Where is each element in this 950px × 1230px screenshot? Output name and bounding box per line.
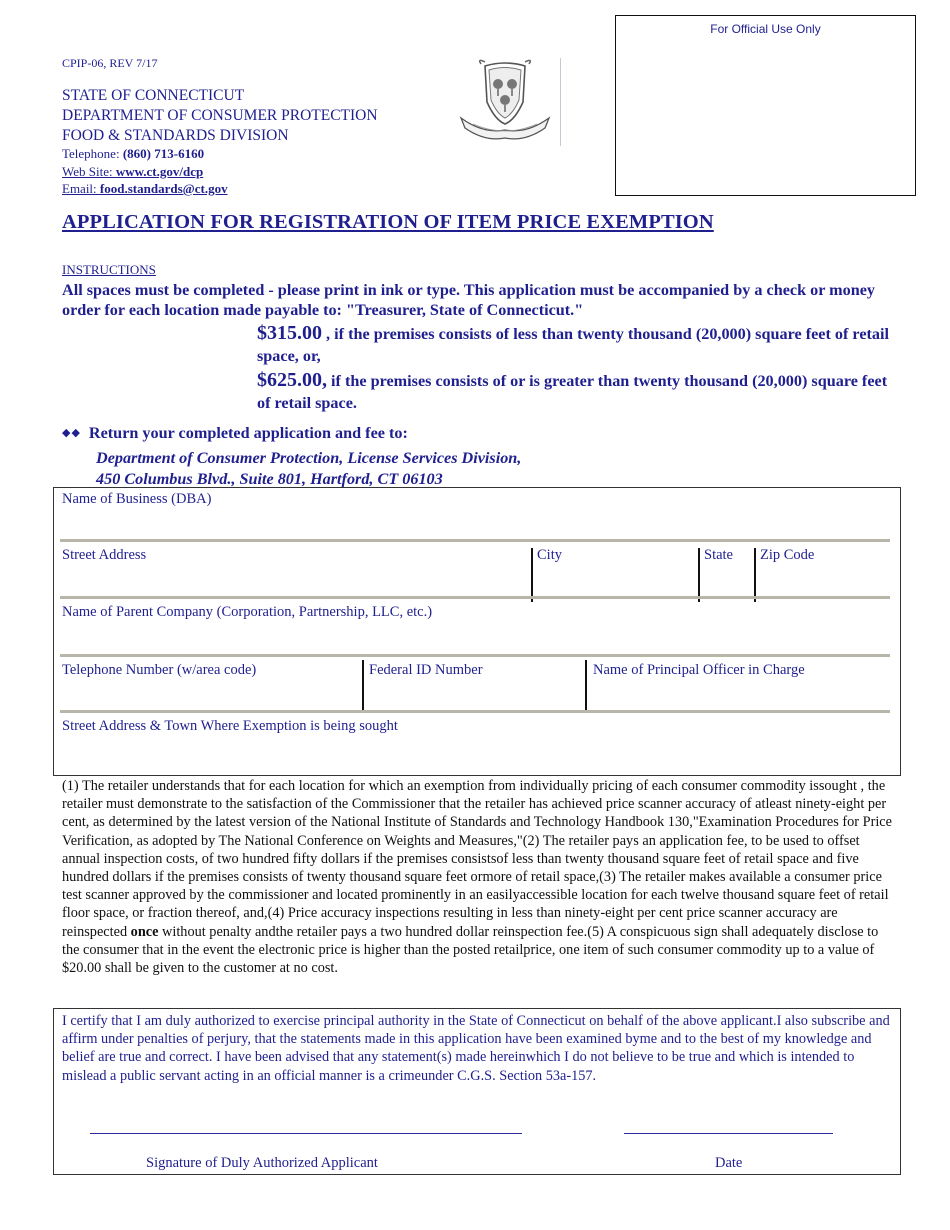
fee-small-amount: $315.00 [257,322,322,344]
form-column-divider [754,548,756,602]
conditions-paragraph [62,777,892,977]
form-divider [60,710,890,713]
conditions-part1: (1) The retailer understands that for each location for which an exemption from individually pricing of each consumer commodity issought , the retailer must demonstrate to the satisfaction of the Commissioner that the retailer has achieved price scanner accuracy of atleast ninety-eight per cent, as determined by the latest version of the National Institute of Standards and Technology Handbook 130,"Examination Procedures for Price Verification, as adopted by The National Conference on Weights and Measures,"(2) The retailer pays an application fee, to be used to offset annual inspection costs, of two hundred fifty dollars if the premises consistsof less than twenty thousand square feet of retail space and five hundred dollars if the premises consists of twenty thousand square feet ormore of retail space,(3) The retailer makes available a consumer price test scanner approved by the commissioner and located prominently in an easilyaccessible location for each twelve thousand square feet of retail floor space, or fraction thereof, and,(4) Price accuracy inspections resulting in less than ninety-eight per cent price scanner accuracy are reinspected [62,778,893,940]
form-column-divider [362,660,364,710]
official-use-label: For Official Use Only [710,22,821,36]
website-line[interactable] [62,163,228,181]
state-field[interactable]: State [704,547,733,563]
agency-state: STATE OF CONNECTICUT [62,87,245,104]
parent-company-field[interactable]: Name of Parent Company (Corporation, Partnership, LLC, etc.) [62,604,433,620]
city-field[interactable]: City [537,547,562,563]
page-title: APPLICATION FOR REGISTRATION OF ITEM PRICE EXEMPTION [62,211,714,233]
email-label: Email: [62,181,100,196]
return-address-line1: Department of Consumer Protection, License Services Division, [96,449,522,467]
fee-large-text: if the premises consists of or is greater than twenty thousand (20,000) square feet of retail space. [257,372,888,412]
telephone-value: (860) 713-6160 [122,146,205,161]
official-use-box [615,15,916,196]
agency-department: DEPARTMENT OF CONSUMER PROTECTION [62,107,378,124]
fee-large-premises [257,369,897,414]
registration-form [53,487,901,776]
signature-line[interactable] [90,1133,522,1134]
telephone-line [62,145,228,163]
agency-block [62,86,378,146]
telephone-label: Telephone: [62,146,123,161]
form-code: CPIP-06, REV 7/17 [62,56,158,70]
date-line[interactable] [624,1133,833,1134]
instructions-text: All spaces must be completed - please print in ink or type. This application must be accompanied by a check or money order for each location made payable to: "Treasurer, State of Connecticut." [62,281,876,319]
return-address-line2: 450 Columbus Blvd., Suite 801, Hartford, CT 06103 [96,470,443,488]
form-column-divider [585,660,587,710]
fee-small-text: , if the premises consists of less than twenty thousand (20,000) square feet of retail space, or, [257,325,889,365]
conditions-part2: without penalty andthe retailer pays a two hundred dollar reinspection fee.(5) A conspicuous sign shall adequately disclose to the consumer that in the event the electronic price is higher than the posted retailprice, one item of such consumer commodity up to a value of $20.00 shall be given to the customer at no cost. [62,923,879,977]
seal-divider [560,58,561,146]
website-label: Web Site: [62,163,116,179]
diamond-bullet-icon: ◆◆ [62,427,81,439]
form-divider [60,596,890,599]
return-address [96,448,521,490]
federal-id-field[interactable]: Federal ID Number [369,662,483,678]
conditions-emphasis: once [130,923,159,940]
return-instruction [62,424,408,443]
form-divider [60,539,890,542]
certification-text: I certify that I am duly authorized to exercise principal authority in the State of Connecticut on behalf of the above applicant.I also subscribe and affirm under penalties of perjury, that the statements made in this application have been examined byme and to the best of my knowledge and belief are true and correct. I have been advised that any statement(s) made hereinwhich I do not believe to be true and which is intended to mislead a public servant acting in an official manner is a crimeunder C.G.S. Section 53a-157. [62,1013,890,1084]
email-link[interactable]: food.standards@ct.gov [99,181,228,196]
fee-small-premises [257,322,897,367]
contact-block [62,145,228,198]
form-divider [60,654,890,657]
website-link[interactable]: www.ct.gov/dcp [115,163,204,179]
fee-large-amount: $625.00, [257,369,327,391]
email-line[interactable] [62,180,228,198]
exemption-address-field[interactable]: Street Address & Town Where Exemption is being sought [62,718,398,734]
street-address-field[interactable]: Street Address [62,547,147,563]
principal-officer-field[interactable]: Name of Principal Officer in Charge [593,662,805,678]
form-column-divider [531,548,533,602]
agency-division: FOOD & STANDARDS DIVISION [62,127,289,144]
business-name-field[interactable]: Name of Business (DBA) [62,491,212,507]
state-seal-icon [455,58,555,144]
return-text: Return your completed application and fee to: [88,424,408,442]
form-column-divider [698,548,700,602]
zip-code-field[interactable]: Zip Code [760,547,815,563]
telephone-field[interactable]: Telephone Number (w/area code) [62,662,257,678]
instructions-label: INSTRUCTIONS [62,262,156,277]
signature-label: Signature of Duly Authorized Applicant [146,1155,378,1171]
date-label: Date [715,1155,743,1171]
